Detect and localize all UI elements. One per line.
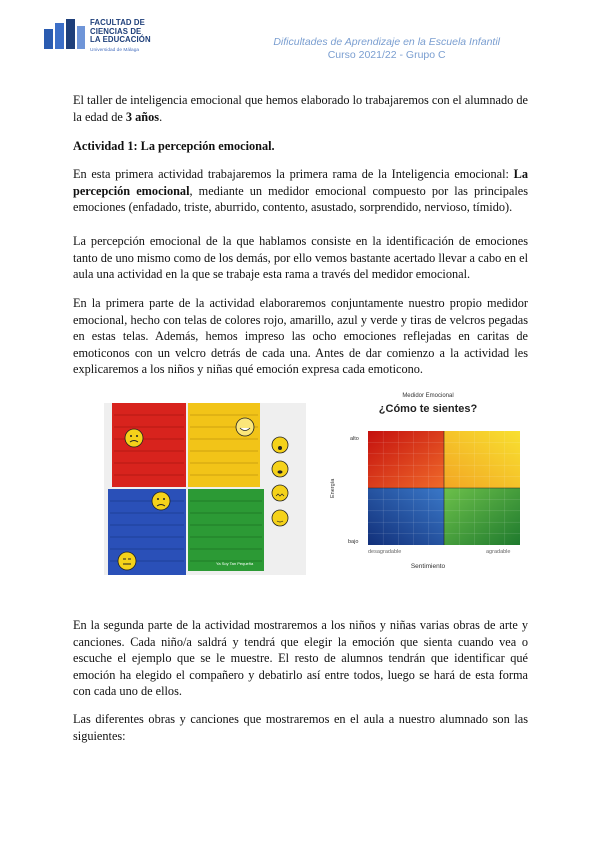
- logo-line-1: FACULTAD DE: [90, 18, 145, 27]
- faculty-logo: [44, 19, 174, 59]
- x-axis-title: Sentimiento: [410, 563, 446, 570]
- intro-end: .: [159, 109, 163, 124]
- grinning-emoji-icon: [236, 418, 254, 436]
- logo-line-3: LA EDUCACIÓN: [90, 35, 151, 45]
- mood-meter-chart: [322, 388, 534, 578]
- activity-heading: Actividad 1: La percepción emocional.: [73, 139, 275, 153]
- bored-emoji-icon: [118, 552, 136, 570]
- x-axis-left-label: desagradable: [368, 549, 402, 555]
- paragraph-6: Las diferentes obras y canciones que mostraremos en el aula a nuestro alumnado son las siguientes:: [73, 712, 528, 743]
- age-emphasis: 3 años: [125, 109, 160, 124]
- p2-emphasis: La percepción emocional: [73, 167, 528, 198]
- x-axis-right-label: agradable: [486, 549, 511, 555]
- angry-emoji-icon: [125, 429, 143, 447]
- surprised-emoji-icon: [272, 437, 288, 453]
- paragraph-3: La percepción emocional de la que hablamos consiste en la identificación de emociones tanto de uno mismo como de los demás, por ello vemos bastante acertado llevar a cabo en el aula una actividad en la que se trabaje esta rama a través del medidor emocional.: [73, 234, 528, 282]
- mood-meter-grid: [368, 431, 520, 545]
- shy-emoji-icon: [272, 510, 288, 526]
- logo-line-2: CIENCIAS DE: [90, 26, 142, 36]
- logo-wordmark: [90, 19, 151, 45]
- felt-caption: Ya Soy Tan Pequeña: [216, 561, 254, 566]
- page-header: [273, 36, 500, 62]
- intro-paragraph: [73, 92, 528, 125]
- chart-small-title: Medidor Emocional: [402, 393, 454, 399]
- logo-subtitle: Universidad de Málaga: [90, 48, 140, 53]
- paragraph-5: En la segunda parte de la actividad mostraremos a los niños y niñas varias obras de arte y canciones. Cada niño/a saldrá y tendrá que elegir la emoción que sienta cuando vea o escuche el ejemplo que se le muestre. El resto de alumnos tendrán que identificar qué emoción ha elegido el compañero y debatirlo así entre todos, luego se hará de esta forma con cada uno de ellos.: [73, 618, 528, 699]
- intro-text: El taller de inteligencia emocional que hemos elaborado lo trabajaremos con el alumnado de la edad de: [73, 93, 528, 124]
- paragraph-4: En la primera parte de la actividad elaboraremos conjuntamente nuestro propio medidor emocional, hecho con telas de colores rojo, amarillo, azul y verde y tiras de velcros pegadas en estas telas. Además, hemos impreso las ocho emociones reflejadas en caritas de emoticonos con un velcro detrás de cada una. Antes de dar comienzo a la actividad les explicaremos a los niños y niñas qué emoción expresa cada emoticono.: [73, 296, 528, 377]
- p2-text-c: , mediante un medidor emocional compuesto por las principales emociones (enfadado, triste, aburrido, contento, asustado, sorprendido, nervioso, tímido).: [73, 183, 528, 215]
- header-subtitle: Curso 2021/22 - Grupo C: [327, 49, 446, 61]
- paragraph-2: [73, 166, 528, 216]
- y-axis-title: Energía: [330, 478, 336, 498]
- scared-emoji-icon: [272, 461, 288, 477]
- header-title: Dificultades de Aprendizaje en la Escuela Infantil: [273, 36, 500, 48]
- y-axis-high-label: alto: [350, 436, 359, 442]
- p2-text-a: En esta primera actividad trabajaremos la primera rama de la Inteligencia emocional:: [73, 167, 514, 181]
- chart-title: ¿Cómo te sientes?: [378, 403, 478, 415]
- faculty-logo-icon: [44, 19, 86, 49]
- emotion-meter-photo: [104, 403, 306, 575]
- nervous-emoji-icon: [272, 485, 288, 501]
- sad-emoji-icon: [152, 492, 170, 510]
- y-axis-low-label: bajo: [348, 539, 359, 545]
